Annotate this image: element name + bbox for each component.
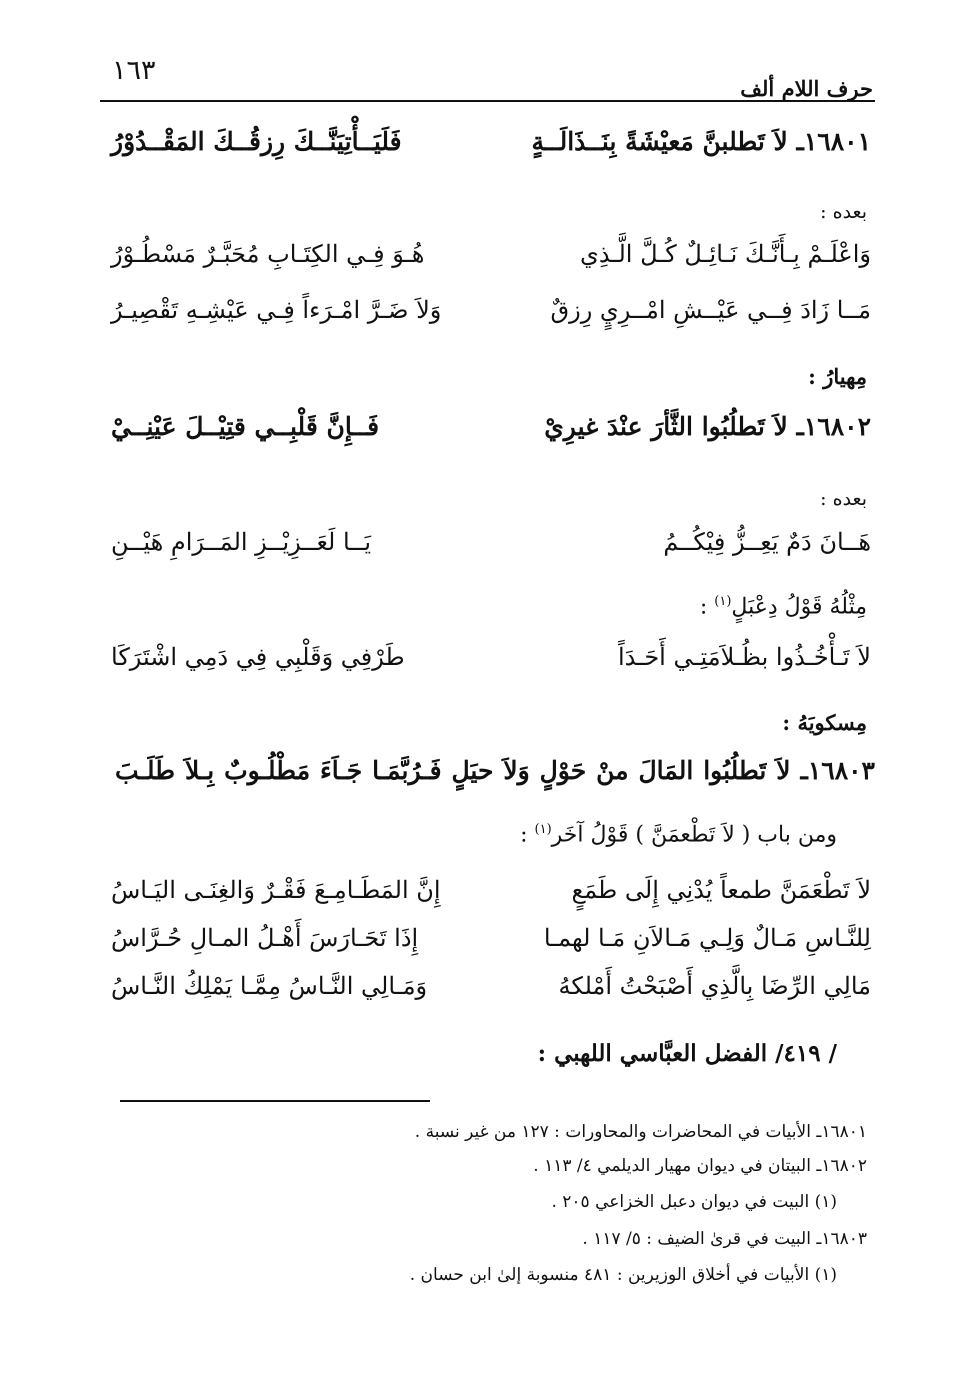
hemistich-1-text: لاَ تَطلبنَّ مَعيْشَةً بِنَــذَالَــةٍ (531, 127, 788, 156)
page-number: ١٦٣ (112, 55, 156, 86)
hemistich-1 (532, 127, 871, 156)
label-colon: : (520, 822, 528, 848)
hemistich-2: فَلَيَــأْتِيَنَّــكَ رِزقُــكَ المَقْــدُوْرُ (111, 127, 402, 156)
footnote-ref: (١) (534, 822, 552, 837)
hemistich-2: يَــا لَعَــزِيْــزِ المَــرَامِ هَيْــنِ (111, 528, 372, 556)
verse-line (111, 643, 871, 683)
header-rule (100, 100, 875, 102)
footnote: ١٦٨٠٣ـ البيت في قرىٰ الضيف : ٥/ ١١٧ . (582, 1229, 867, 1249)
entry-number: ١٦٨٠١ـ (796, 127, 871, 156)
verse-line (111, 876, 871, 916)
verse-line (111, 240, 871, 280)
running-title: حرف اللام ألف (740, 76, 873, 101)
hemistich-2: إِنَّ المَطَـامِـعَ فَقْـرٌ وَالغِنَـى اليَـاسُ (111, 876, 441, 904)
verse-16802 (111, 412, 871, 452)
verse-line (111, 924, 871, 964)
hemistich-1: لاَ تَـأْخُـذُوا بظُـلاَمَتِـي أَحَـدَاً (618, 643, 871, 671)
footnote: (١) الأبيات في أخلاق الوزيرين : ٤٨١ منسوبة إلىٰ ابن حسان . (409, 1265, 837, 1285)
full-verse-text: لاَ تَطلُبُوا المَالَ منْ حَوْلٍ وَلاَ حيَلٍ فَـرُبَّمَـا جَـاَءَ مَطْلُـوبٌ بِـلاَ طَلَـبَ (115, 756, 791, 785)
chapter-label-text: ومن باب ( لاَ تَطْعمَنَّ ) قَوْلُ آخَر (551, 822, 837, 848)
footnote: (١) البيت في ديوان دعبل الخزاعي ٢٠٥ . (551, 1192, 837, 1212)
hemistich-1: لِلنَّـاسِ مَـالٌ وَلِـي مَـالاَنِ مَـا لهمـا (543, 924, 871, 952)
hemistich-2: إِذَا تَحَـارَسَ أَهْـلُ المـالِ حُـرَّاسُ (111, 924, 419, 952)
hemistich-2: طَرْفِي وَقَلْبِي فِي دَمِي اشْتَرَكَا (111, 643, 405, 671)
hemistich-2: وَمَـالِي النَّـاسُ مِمَّـا يَمْلِكُ النَّـاسُ (111, 972, 428, 1000)
entry-number: ١٦٨٠٣ـ (800, 756, 875, 785)
poet-attribution: مِهيارُ : (808, 364, 867, 389)
hemistich-1 (544, 412, 871, 441)
hemistich-1: مَالِي الرِّضَا بِالَّذِي أَصْبَحْتُ أَمْلكهُ (558, 972, 871, 1000)
hemistich-1: لاَ تَطْعَمَنَّ طمعاً يُدْنِي إِلَى طَمَعٍ (571, 876, 871, 904)
hemistich-2: فَــإِنَّ قَلْبِــي قتِيْــلَ عَيْنِــيْ (111, 412, 380, 441)
verse-16803 (115, 756, 875, 785)
hemistich-1: مَــا زَادَ فِــي عَيْــشِ امْــرِيٍ رِزقٌ (550, 296, 871, 324)
footnote: ١٦٨٠٢ـ البيتان في ديوان مهيار الديلمي ٤/ ١١٣ . (533, 1156, 867, 1176)
verse-16801 (111, 127, 871, 167)
footnote-ref: (١) (714, 594, 732, 609)
after-label: بعده : (820, 488, 867, 510)
similar-label (700, 594, 867, 619)
footnote: ١٦٨٠١ـ الأبيات في المحاضرات والمحاورات : ١٢٧ من غير نسبة . (414, 1122, 867, 1142)
hemistich-2: هُـوَ فِـي الكِتَـابِ مُحَبَّـرٌ مَسْطُـوْرُ (111, 240, 425, 268)
hemistich-1: هَــانَ دَمٌ يَعِــزُّ فِيْكُــمُ (663, 528, 871, 556)
after-label: بعده : (820, 201, 867, 223)
hemistich-2: وَلاَ ضَـرَّ امْـرَءاً فِـي عَيْشِـهِ تَقْصِيـرُ (111, 296, 442, 324)
verse-line (111, 296, 871, 336)
similar-label-text: مِثْلُهُ قَوْلُ دِعْبَلٍ (731, 594, 867, 620)
chapter-label (520, 822, 837, 847)
hemistich-1: وَاعْلَـمْ بِـأَنَّـكَ نَـائِـلٌ كُـلَّ الَّـذِي (580, 240, 871, 268)
entry-number: ١٦٨٠٢ـ (796, 412, 871, 441)
verse-line (111, 972, 871, 1012)
label-colon: : (699, 594, 708, 620)
hemistich-1-text: لاَ تَطلُبُوا الثَّأرَ عنْدَ غيرِيْ (544, 412, 788, 441)
section-heading: / ٤١٩/ الفضل العبَّاسي اللهبي : (537, 1040, 837, 1067)
verse-line (111, 528, 871, 568)
poet-attribution: مِسكويَهُ : (782, 710, 867, 735)
footnote-rule (120, 1100, 430, 1102)
